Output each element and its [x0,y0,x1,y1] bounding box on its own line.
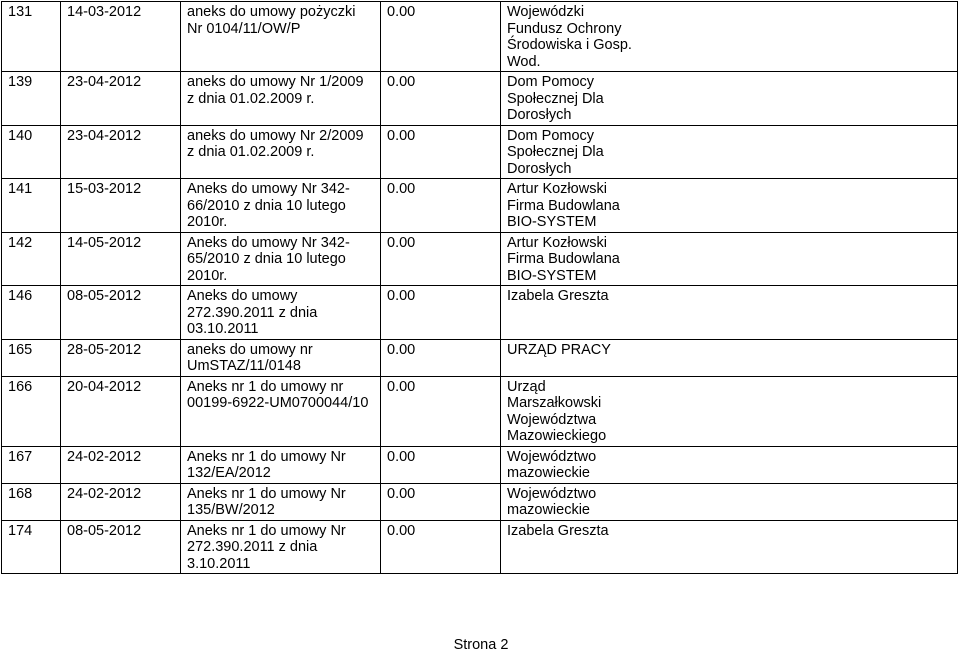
cell-party [501,125,958,179]
table-row [2,339,958,376]
cell-party [501,72,958,126]
table-row [2,2,958,72]
cell-title: Aneks do umowy 272.390.2011 z dnia 03.10.2011 [181,286,381,340]
cell-title: aneks do umowy Nr 2/2009 z dnia 01.02.2009 r. [181,125,381,179]
cell-amount: 0.00 [381,2,501,72]
table-row [2,376,958,446]
cell-amount: 0.00 [381,339,501,376]
cell-title: aneks do umowy nr UmSTAZ/11/0148 [181,339,381,376]
cell-amount: 0.00 [381,179,501,233]
cell-date: 08-05-2012 [61,286,181,340]
cell-date: 24-02-2012 [61,483,181,520]
cell-date: 24-02-2012 [61,446,181,483]
cell-party [501,520,958,574]
cell-number: 168 [2,483,61,520]
cell-party [501,179,958,233]
cell-amount: 0.00 [381,376,501,446]
table-row [2,483,958,520]
cell-number: 142 [2,232,61,286]
cell-date: 14-03-2012 [61,2,181,72]
table-row [2,446,958,483]
page-number: Strona 2 [453,637,509,653]
party-name: Izabela Greszta [507,522,609,539]
party-name: Dom Pomocy Społecznej Dla Dorosłych [507,74,604,123]
party-name: Województwo mazowieckie [507,448,597,481]
table-row [2,232,958,286]
party-name: Urząd Marszałkowski Województwa Mazowieckiego [507,378,607,444]
cell-date: 20-04-2012 [61,376,181,446]
cell-title: Aneks nr 1 do umowy nr 00199-6922-UM0700044/10 [181,376,381,446]
cell-title: Aneks do umowy Nr 342-65/2010 z dnia 10 lutego 2010r. [181,232,381,286]
cell-date: 08-05-2012 [61,520,181,574]
cell-title: Aneks nr 1 do umowy Nr 135/BW/2012 [181,483,381,520]
table-row [2,72,958,126]
cell-date: 15-03-2012 [61,179,181,233]
cell-title: Aneks do umowy Nr 342-66/2010 z dnia 10 lutego 2010r. [181,179,381,233]
cell-party [501,286,958,340]
party-name: Izabela Greszta [507,288,609,304]
cell-number: 141 [2,179,61,233]
cell-amount: 0.00 [381,483,501,520]
party-name: Wojewódzki Fundusz Ochrony Środowiska i Gosp. Wod. [507,4,632,70]
cell-date: 14-05-2012 [61,232,181,286]
cell-number: 167 [2,446,61,483]
cell-party [501,376,958,446]
cell-amount: 0.00 [381,232,501,286]
cell-date: 28-05-2012 [61,339,181,376]
party-name: Artur Kozłowski Firma Budowlana BIO-SYSTEM [507,181,620,230]
party-name: Artur Kozłowski Firma Budowlana BIO-SYSTEM [507,234,620,284]
cell-amount: 0.00 [381,520,501,574]
party-name: URZĄD PRACY [507,341,611,358]
party-name: Dom Pomocy Społecznej Dla Dorosłych [507,127,604,177]
cell-number: 146 [2,286,61,340]
cell-number: 139 [2,72,61,126]
table-row [2,286,958,340]
cell-number: 166 [2,376,61,446]
cell-amount: 0.00 [381,446,501,483]
cell-title: Aneks nr 1 do umowy Nr 272.390.2011 z dnia 3.10.2011 [181,520,381,574]
cell-title: Aneks nr 1 do umowy Nr 132/EA/2012 [181,446,381,483]
cell-amount: 0.00 [381,72,501,126]
cell-party [501,339,958,376]
cell-party [501,446,958,483]
page-footer [0,637,960,653]
cell-number: 174 [2,520,61,574]
cell-party [501,483,958,520]
cell-amount: 0.00 [381,286,501,340]
cell-title: aneks do umowy pożyczki Nr 0104/11/OW/P [181,2,381,72]
table-body [2,2,958,574]
cell-party [501,2,958,72]
table-row [2,520,958,574]
cell-date: 23-04-2012 [61,72,181,126]
cell-number: 131 [2,2,61,72]
cell-title: aneks do umowy Nr 1/2009 z dnia 01.02.2009 r. [181,72,381,126]
annex-table [1,1,958,574]
table-row [2,179,958,233]
cell-date: 23-04-2012 [61,125,181,179]
cell-amount: 0.00 [381,125,501,179]
party-name: Województwo mazowieckie [507,485,597,518]
cell-party [501,232,958,286]
cell-number: 165 [2,339,61,376]
cell-number: 140 [2,125,61,179]
table-row [2,125,958,179]
